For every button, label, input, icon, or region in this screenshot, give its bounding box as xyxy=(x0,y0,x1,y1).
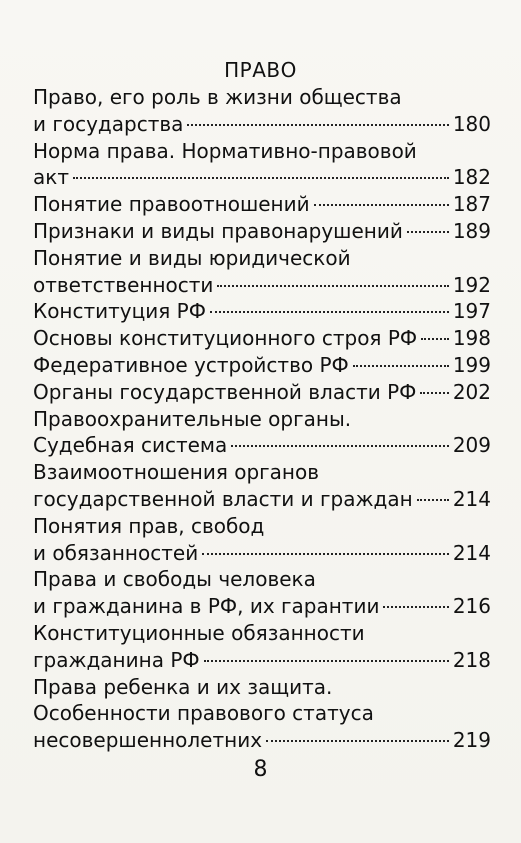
toc-entry-text: Права и свободы человека xyxy=(33,567,316,592)
toc-entry-text: ответственности xyxy=(33,272,214,297)
toc-entry-text: Федеративное устройство РФ xyxy=(33,352,349,377)
toc-entry-line xyxy=(33,700,491,727)
toc-page-number: 214 xyxy=(452,540,491,565)
toc-entry xyxy=(33,620,491,674)
toc-entry-line xyxy=(33,432,491,459)
dot-leader xyxy=(202,553,449,555)
toc-entry-text: Норма права. Нормативно-правовой xyxy=(33,138,417,163)
toc-entry-line xyxy=(33,298,491,325)
toc-entry-line xyxy=(33,379,491,406)
toc-entry-text: Признаки и виды правонарушений xyxy=(33,218,403,243)
toc-entry-text: и обязанностей xyxy=(33,540,199,565)
toc-entry-text: Судебная система xyxy=(33,433,228,458)
toc-page-number: 198 xyxy=(452,326,491,351)
toc-entry-text: Понятие и виды юридической xyxy=(33,245,351,270)
toc-entry-line xyxy=(33,164,491,191)
toc-entry-line xyxy=(33,620,491,647)
toc-entry xyxy=(33,138,491,192)
toc-entry-text: Правоохранительные органы. xyxy=(33,406,352,431)
toc-entry-line xyxy=(33,513,491,540)
toc-page-number: 214 xyxy=(452,486,491,511)
toc-entry-line xyxy=(33,459,491,486)
page-number: 8 xyxy=(253,757,268,782)
toc-entry-line xyxy=(33,218,491,245)
toc-entry xyxy=(33,84,491,138)
toc-entry xyxy=(33,298,491,325)
toc-entry xyxy=(33,379,491,406)
dot-leader xyxy=(187,124,448,126)
toc-page-number: 202 xyxy=(452,379,491,404)
dot-leader xyxy=(231,445,449,447)
dot-leader xyxy=(204,660,449,662)
toc-page-number: 197 xyxy=(452,299,491,324)
toc-page-number: 218 xyxy=(452,647,491,672)
toc-entry-text: Органы государственной власти РФ xyxy=(33,379,417,404)
toc-entry-line xyxy=(33,486,491,513)
table-of-contents xyxy=(33,84,491,754)
toc-page-number: 219 xyxy=(452,728,491,753)
dot-leader xyxy=(210,311,449,313)
dot-leader xyxy=(314,204,449,206)
toc-entry-line xyxy=(33,540,491,567)
toc-entry xyxy=(33,218,491,245)
toc-entry-text: несовершеннолетних xyxy=(33,728,263,753)
toc-entry-text: государственной власти и граждан xyxy=(33,486,413,511)
toc-entry-text: Понятия прав, свобод xyxy=(33,513,265,538)
toc-entry-text: и гражданина в РФ, их гарантии xyxy=(33,594,380,619)
toc-entry-text: акт xyxy=(33,165,69,190)
toc-entry-line xyxy=(33,325,491,352)
toc-entry-line xyxy=(33,406,491,433)
dot-leader xyxy=(383,606,448,608)
toc-entry xyxy=(33,325,491,352)
toc-entry-line xyxy=(33,84,491,111)
toc-entry xyxy=(33,352,491,379)
toc-entry xyxy=(33,674,491,754)
toc-entry xyxy=(33,191,491,218)
toc-entry-line xyxy=(33,138,491,165)
toc-page-number: 192 xyxy=(452,272,491,297)
toc-page-number: 209 xyxy=(452,433,491,458)
toc-page-number: 199 xyxy=(452,352,491,377)
toc-entry-text: Конституция РФ xyxy=(33,299,206,324)
toc-entry-line xyxy=(33,111,491,138)
toc-page-number: 187 xyxy=(452,192,491,217)
toc-entry-line xyxy=(33,593,491,620)
toc-entry-text: и государства xyxy=(33,111,184,136)
toc-page-number: 189 xyxy=(452,218,491,243)
toc-entry-text: Конституционные обязанности xyxy=(33,620,365,645)
dot-leader xyxy=(266,740,449,742)
toc-entry-text: Право, его роль в жизни общества xyxy=(33,85,402,109)
toc-entry-text: Особенности правового статуса xyxy=(33,701,374,726)
toc-entry xyxy=(33,406,491,460)
toc-entry xyxy=(33,459,491,513)
toc-entry-line xyxy=(33,566,491,593)
dot-leader xyxy=(73,177,449,179)
toc-page-number: 182 xyxy=(452,165,491,190)
toc-page-number: 180 xyxy=(452,111,491,136)
dot-leader xyxy=(407,231,449,233)
toc-entry-text: гражданина РФ xyxy=(33,647,200,672)
toc-entry-text: Основы конституционного строя РФ xyxy=(33,326,418,351)
dot-leader xyxy=(217,285,448,287)
toc-entry-line xyxy=(33,674,491,701)
toc-entry xyxy=(33,566,491,620)
dot-leader xyxy=(417,499,449,501)
toc-entry-text: Взаимоотношения органов xyxy=(33,460,319,485)
toc-entry-text: Права ребенка и их защита. xyxy=(33,674,333,699)
toc-entry-line xyxy=(33,272,491,299)
toc-entry-line xyxy=(33,647,491,674)
dot-leader xyxy=(353,365,449,367)
section-title: ПРАВО xyxy=(224,58,297,82)
dot-leader xyxy=(421,338,449,340)
toc-entry-line xyxy=(33,191,491,218)
dot-leader xyxy=(420,392,448,394)
toc-page-number: 216 xyxy=(452,594,491,619)
toc-entry-text: Понятие правоотношений xyxy=(33,192,310,217)
toc-entry xyxy=(33,513,491,567)
toc-entry-line xyxy=(33,727,491,754)
toc-entry xyxy=(33,245,491,299)
toc-entry-line xyxy=(33,245,491,272)
toc-entry-line xyxy=(33,352,491,379)
